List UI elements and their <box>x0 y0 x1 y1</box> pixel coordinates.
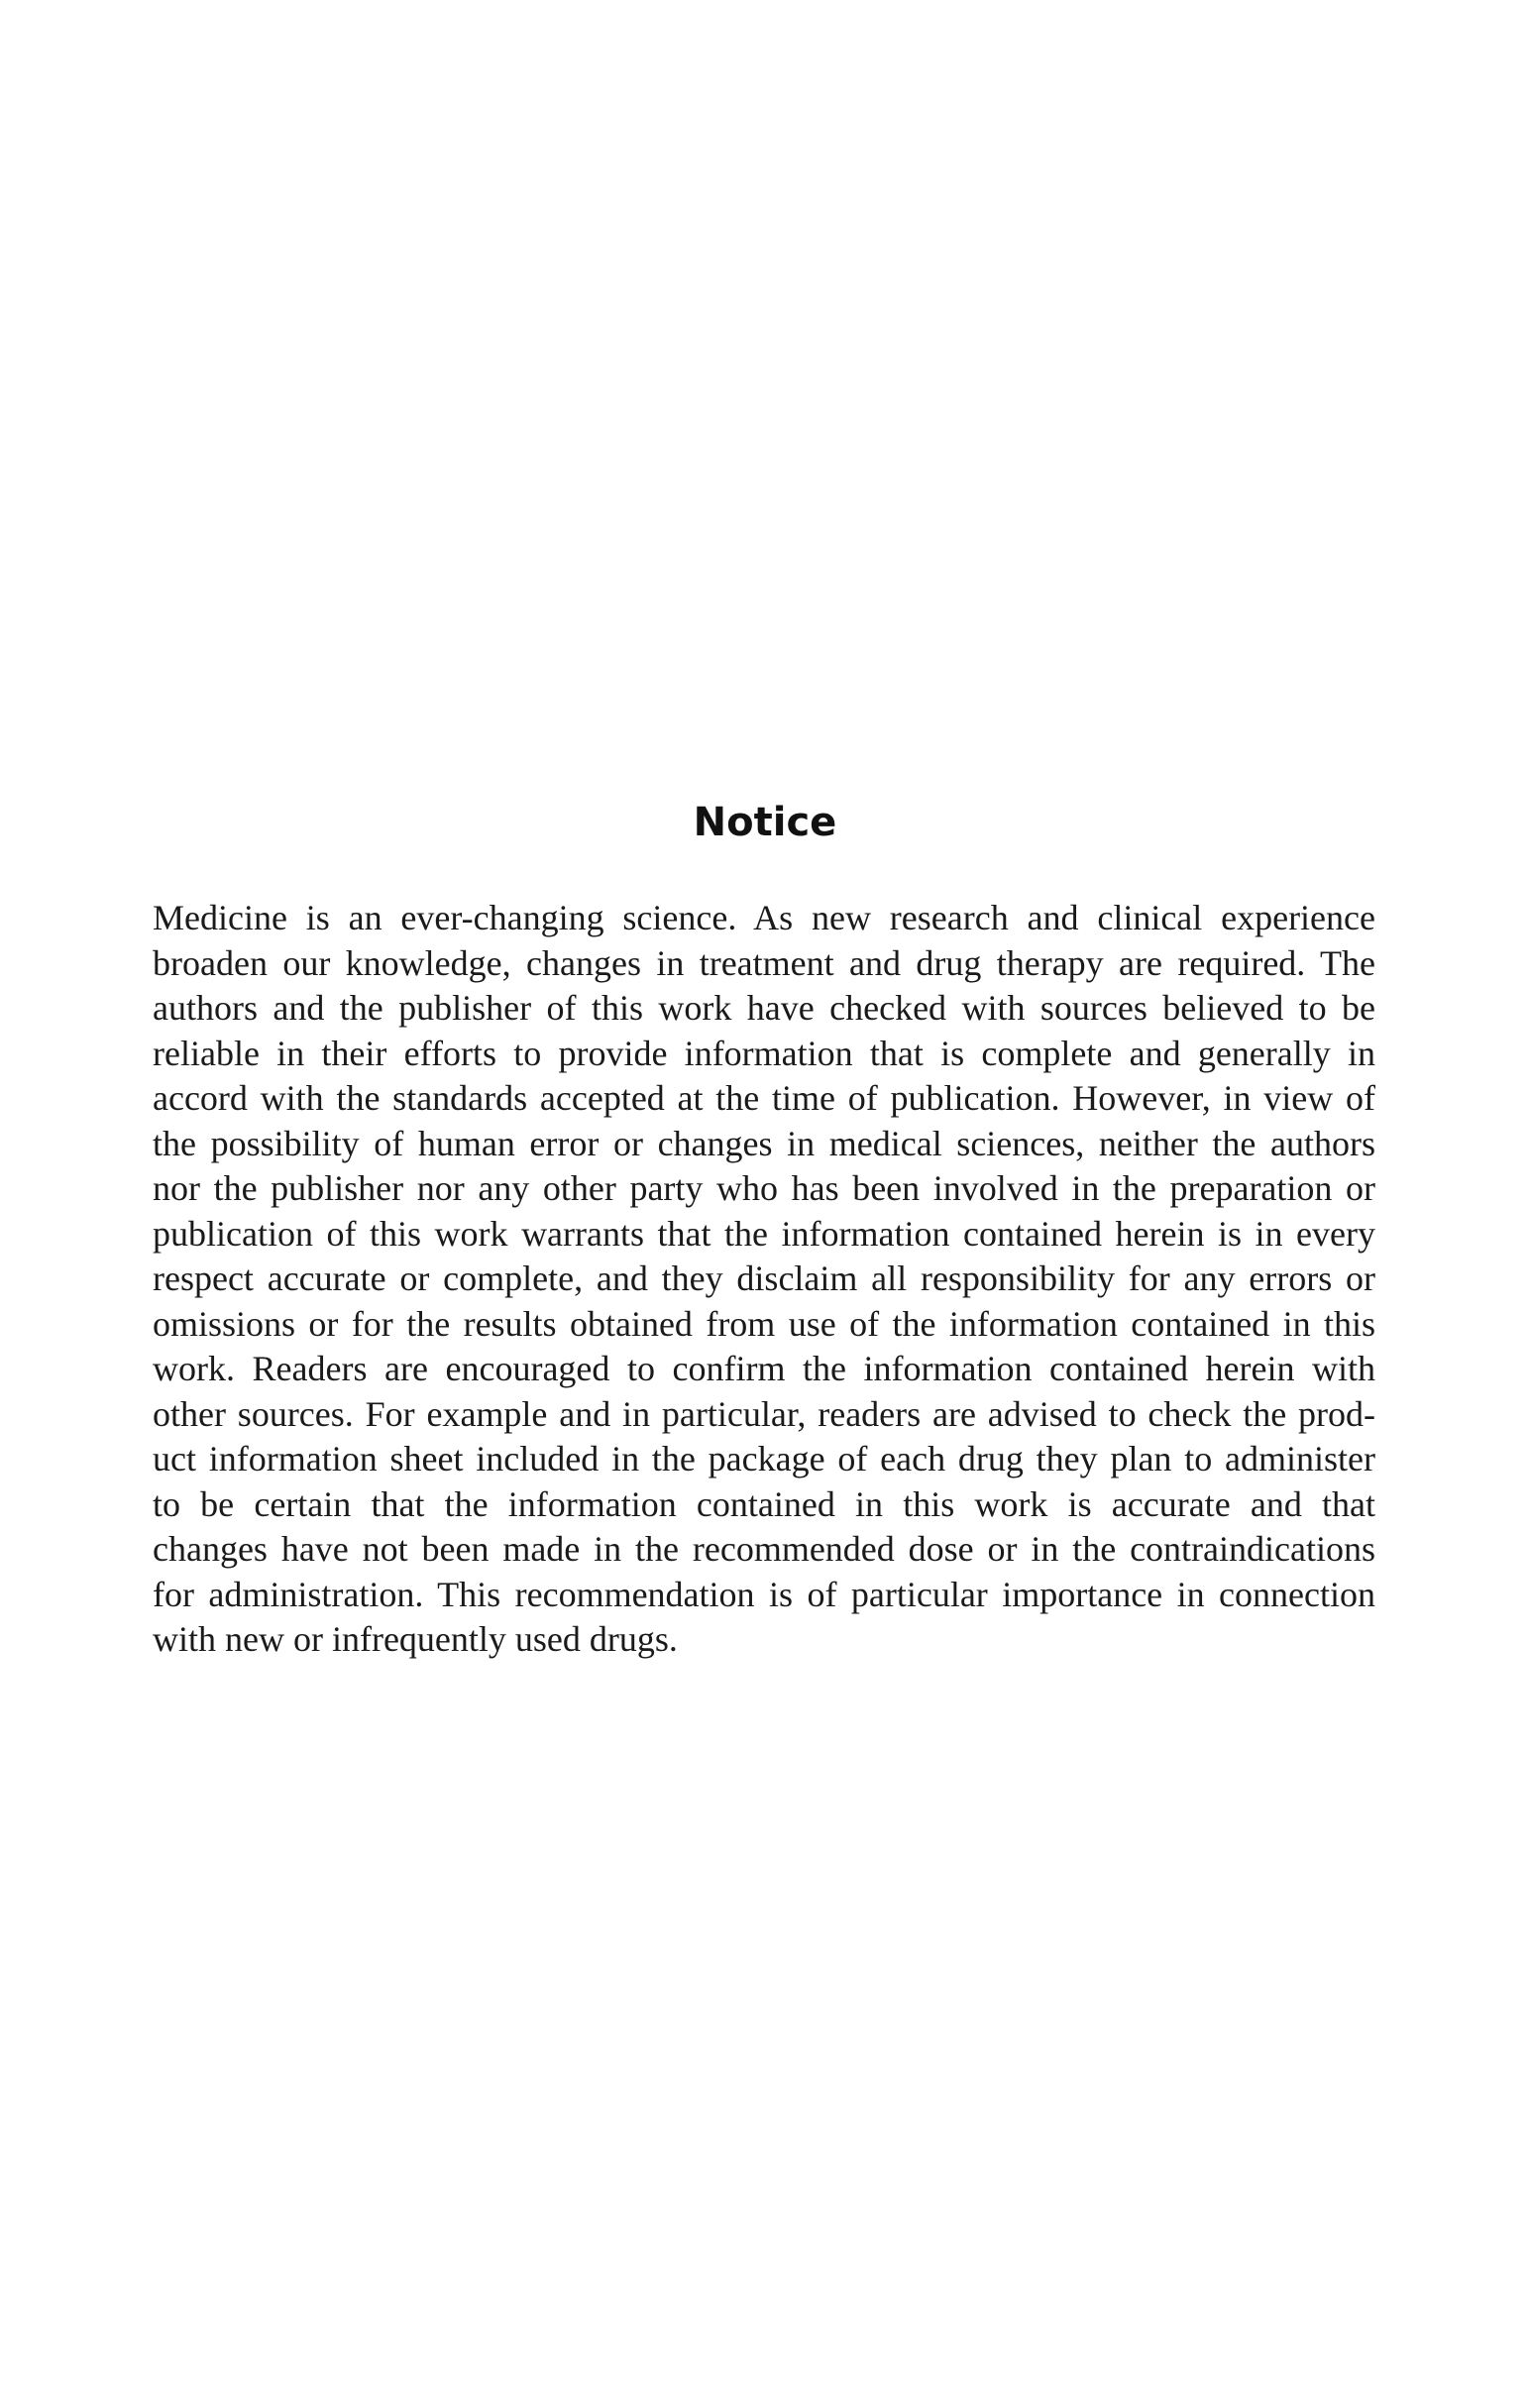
notice-line-15: changes have not been made in the recommended dose or in the contraindications <box>153 1529 1375 1569</box>
notice-line-1: Medicine is an ever-changing science. As new research and clinical experience <box>153 898 1375 937</box>
notice-line-16: for administration. This recommendation is of particular importance in connection <box>153 1574 1375 1614</box>
notice-line-17: with new or infrequently used drugs. <box>153 1619 678 1659</box>
notice-line-7: nor the publisher nor any other party who has been involved in the preparation or <box>153 1168 1375 1208</box>
notice-line-5: accord with the standards accepted at the time of publication. However, in view of <box>153 1078 1375 1118</box>
notice-line-6: the possibility of human error or changes in medical sciences, neither the authors <box>153 1123 1375 1163</box>
notice-line-4: reliable in their efforts to provide information that is complete and generally in <box>153 1033 1375 1073</box>
notice-title: Notice <box>693 800 837 845</box>
notice-line-8: publication of this work warrants that the information contained herein is in every <box>153 1213 1375 1254</box>
notice-line-13: uct information sheet included in the package of each drug they plan to administer <box>153 1439 1375 1478</box>
notice-line-11: work. Readers are encouraged to confirm the information contained herein with <box>153 1349 1375 1388</box>
notice-body <box>153 896 1375 1663</box>
notice-line-3: authors and the publisher of this work have checked with sources believed to be <box>153 988 1375 1028</box>
notice-line-9: respect accurate or complete, and they disclaim all responsibility for any errors or <box>153 1259 1375 1298</box>
notice-line-12: other sources. For example and in particular, readers are advised to check the prod- <box>153 1393 1375 1434</box>
notice-line-2: broaden our knowledge, changes in treatment and drug therapy are required. The <box>153 942 1375 983</box>
notice-line-14: to be certain that the information contained in this work is accurate and that <box>153 1483 1375 1524</box>
notice-line-10: omissions or for the results obtained from use of the information contained in this <box>153 1303 1375 1344</box>
